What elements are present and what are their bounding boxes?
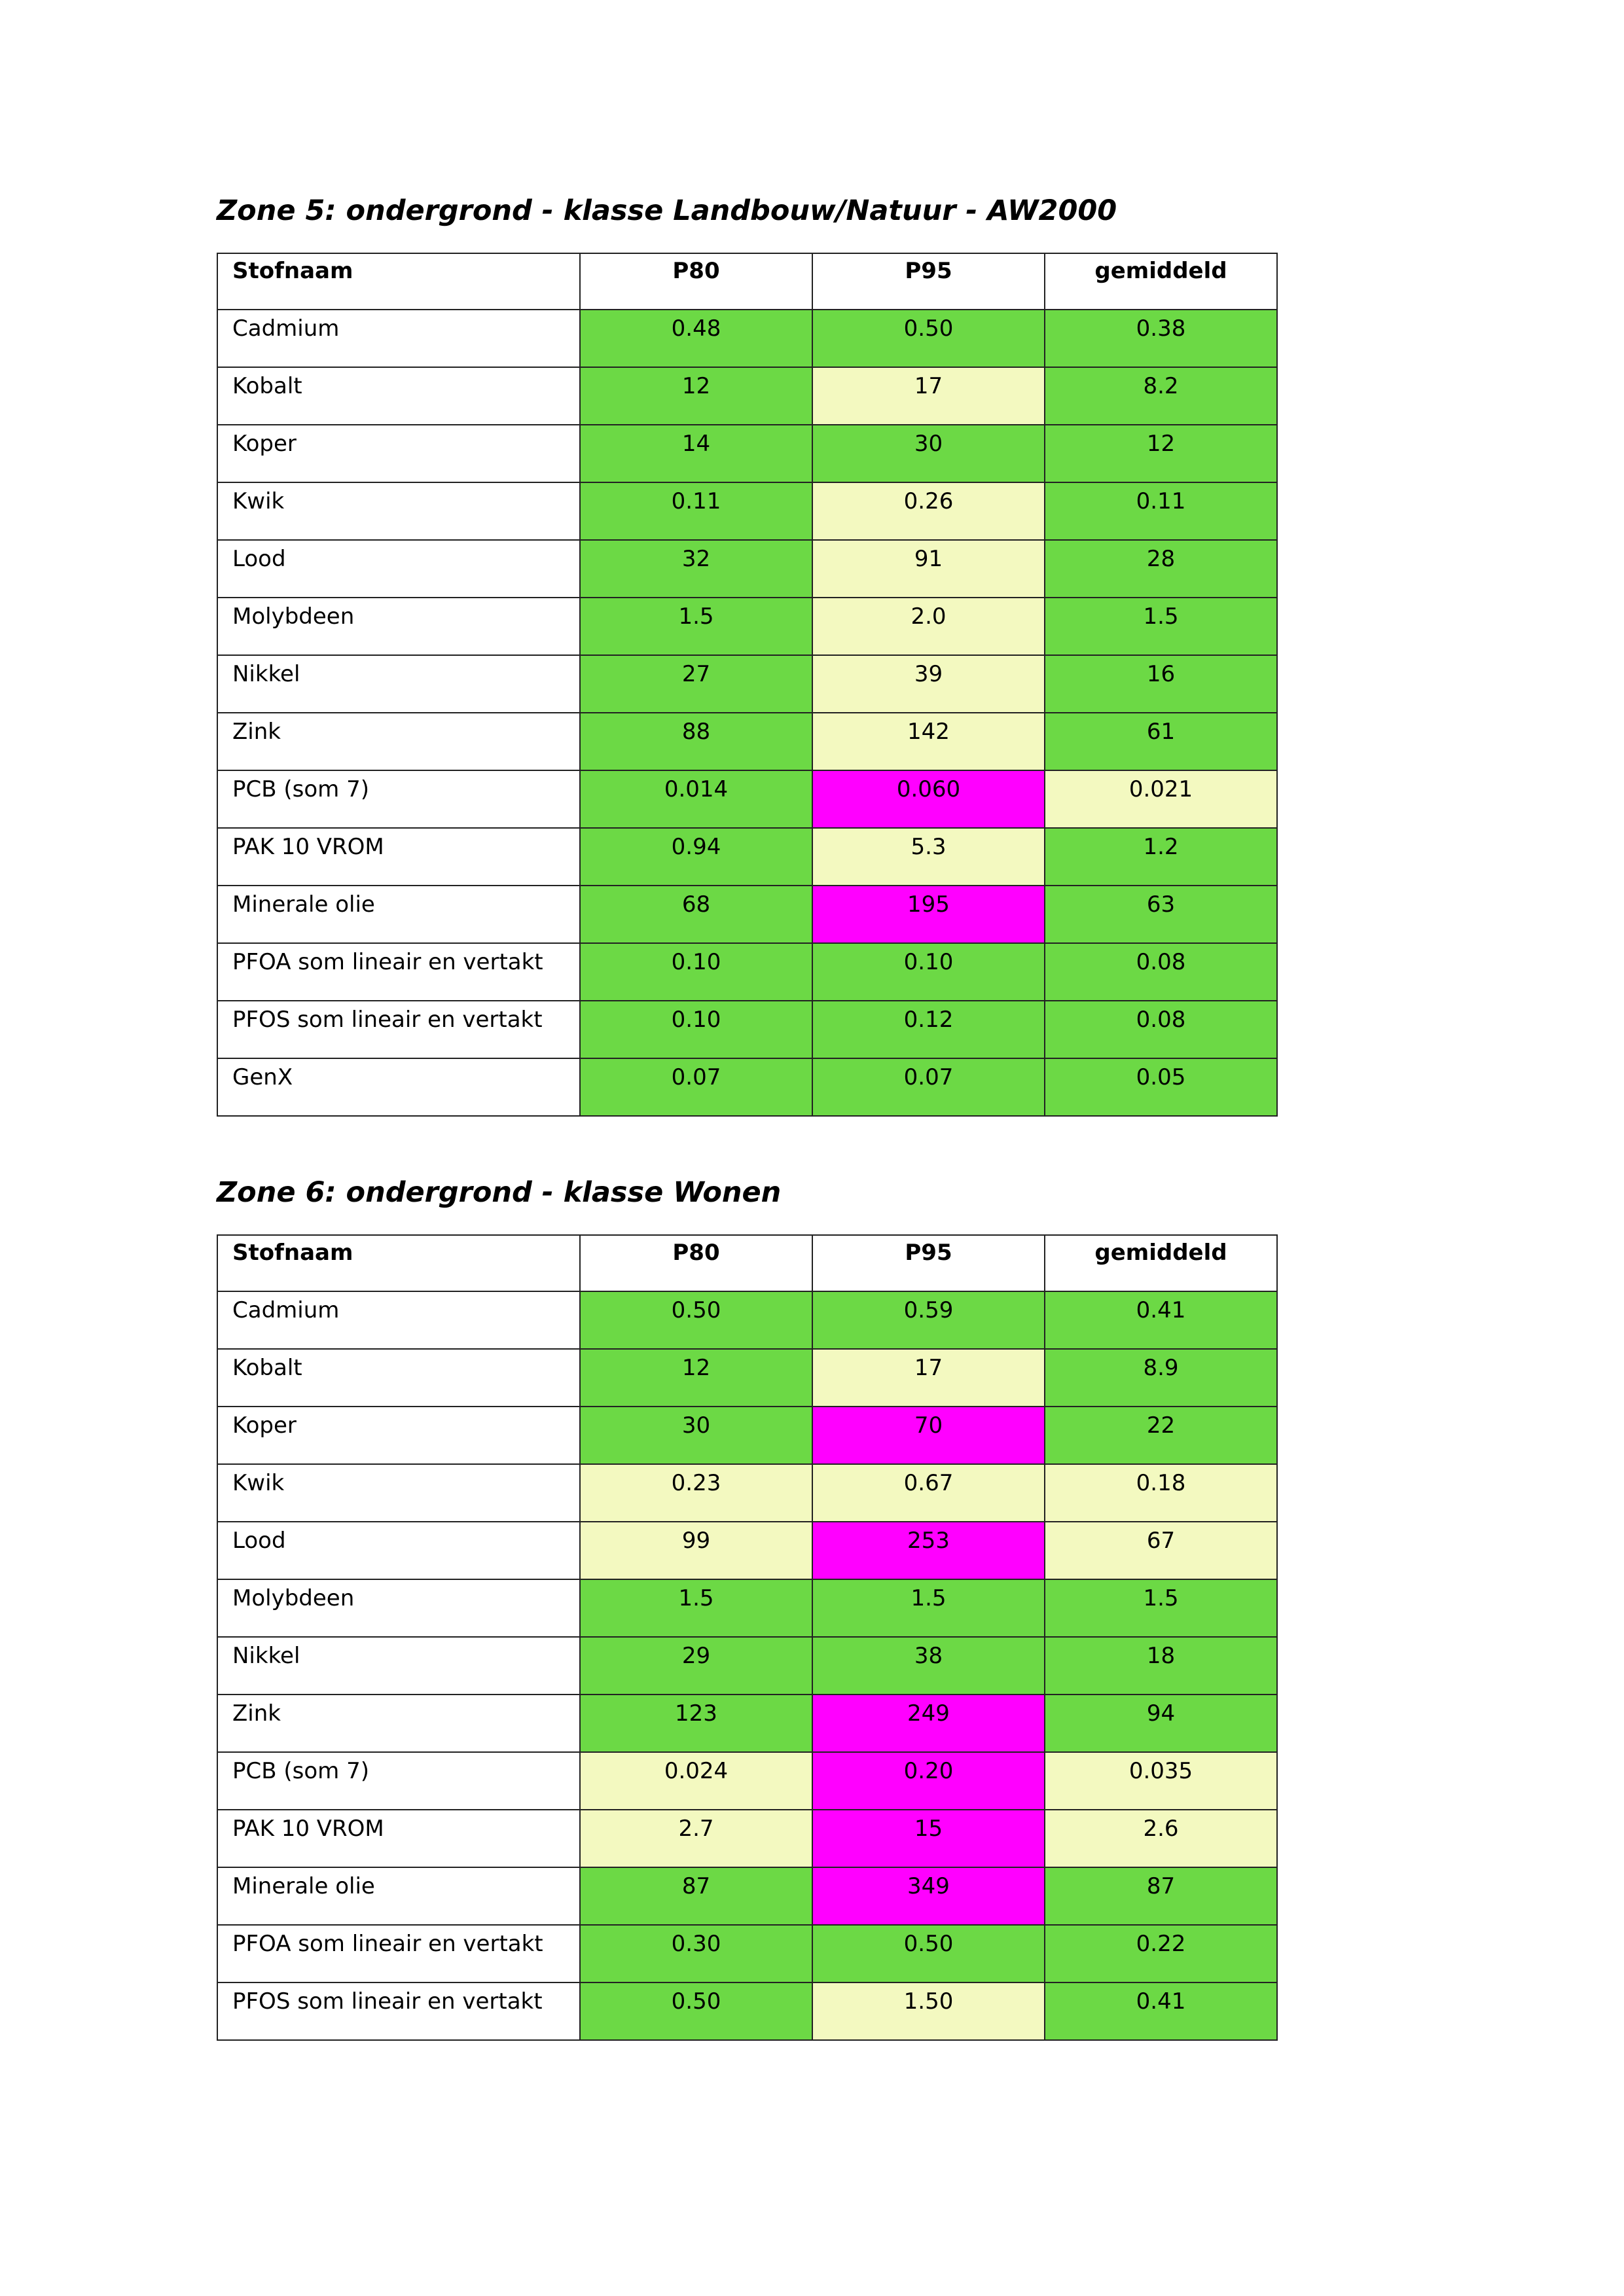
cell-stofnaam: PFOS som lineair en vertakt xyxy=(217,1001,580,1058)
cell-stofnaam: Koper xyxy=(217,1407,580,1464)
table-row xyxy=(217,1695,1277,1752)
cell-stofnaam: PCB (som 7) xyxy=(217,1752,580,1810)
table-row xyxy=(217,310,1277,367)
cell-stofnaam: Cadmium xyxy=(217,310,580,367)
cell-stofnaam: Koper xyxy=(217,425,580,482)
cell-p95: 0.59 xyxy=(812,1291,1045,1349)
cell-gemiddeld: 18 xyxy=(1045,1637,1277,1695)
cell-stofnaam: Minerale olie xyxy=(217,886,580,943)
cell-p80: 12 xyxy=(580,1349,812,1407)
table-row xyxy=(217,1464,1277,1522)
zone6-table xyxy=(217,1234,1278,2041)
cell-stofnaam: Kobalt xyxy=(217,1349,580,1407)
cell-p80: 0.23 xyxy=(580,1464,812,1522)
cell-p80: 0.11 xyxy=(580,482,812,540)
cell-gemiddeld: 63 xyxy=(1045,886,1277,943)
cell-stofnaam: GenX xyxy=(217,1058,580,1116)
cell-p80: 68 xyxy=(580,886,812,943)
table-row xyxy=(217,713,1277,770)
cell-gemiddeld: 0.05 xyxy=(1045,1058,1277,1116)
header-stofnaam: Stofnaam xyxy=(217,253,580,310)
table-row xyxy=(217,1925,1277,1982)
cell-p80: 88 xyxy=(580,713,812,770)
cell-p95: 30 xyxy=(812,425,1045,482)
cell-p80: 30 xyxy=(580,1407,812,1464)
cell-gemiddeld: 1.5 xyxy=(1045,598,1277,655)
cell-gemiddeld: 22 xyxy=(1045,1407,1277,1464)
header-gemiddeld: gemiddeld xyxy=(1045,1235,1277,1291)
cell-gemiddeld: 16 xyxy=(1045,655,1277,713)
cell-p95: 0.26 xyxy=(812,482,1045,540)
cell-p80: 29 xyxy=(580,1637,812,1695)
cell-p80: 2.7 xyxy=(580,1810,812,1867)
table-header-row xyxy=(217,1235,1277,1291)
cell-stofnaam: Lood xyxy=(217,540,580,598)
cell-gemiddeld: 0.22 xyxy=(1045,1925,1277,1982)
cell-p95: 0.060 xyxy=(812,770,1045,828)
cell-p95: 91 xyxy=(812,540,1045,598)
cell-p95: 38 xyxy=(812,1637,1045,1695)
cell-p95: 0.20 xyxy=(812,1752,1045,1810)
table-row xyxy=(217,1867,1277,1925)
cell-p95: 195 xyxy=(812,886,1045,943)
zone5-body xyxy=(217,310,1277,1116)
cell-stofnaam: Nikkel xyxy=(217,1637,580,1695)
zone6-section xyxy=(217,1173,1264,2015)
zone6-title: Zone 6: ondergrond - klasse Wonen xyxy=(217,1176,782,1209)
cell-p80: 0.10 xyxy=(580,943,812,1001)
cell-gemiddeld: 1.2 xyxy=(1045,828,1277,886)
cell-stofnaam: Kwik xyxy=(217,1464,580,1522)
cell-stofnaam: Kobalt xyxy=(217,367,580,425)
table-row xyxy=(217,1810,1277,1867)
cell-stofnaam: PFOA som lineair en vertakt xyxy=(217,943,580,1001)
cell-gemiddeld: 0.18 xyxy=(1045,1464,1277,1522)
table-header-row xyxy=(217,253,1277,310)
cell-p80: 0.94 xyxy=(580,828,812,886)
cell-p80: 0.50 xyxy=(580,1291,812,1349)
cell-p95: 17 xyxy=(812,367,1045,425)
table-row xyxy=(217,1752,1277,1810)
cell-p80: 0.10 xyxy=(580,1001,812,1058)
cell-stofnaam: Minerale olie xyxy=(217,1867,580,1925)
cell-gemiddeld: 0.11 xyxy=(1045,482,1277,540)
header-p80: P80 xyxy=(580,253,812,310)
cell-p80: 0.50 xyxy=(580,1982,812,2040)
cell-p80: 0.024 xyxy=(580,1752,812,1810)
cell-p95: 70 xyxy=(812,1407,1045,1464)
cell-stofnaam: Cadmium xyxy=(217,1291,580,1349)
header-stofnaam: Stofnaam xyxy=(217,1235,580,1291)
table-row xyxy=(217,1058,1277,1116)
cell-stofnaam: Molybdeen xyxy=(217,598,580,655)
cell-p80: 14 xyxy=(580,425,812,482)
cell-gemiddeld: 12 xyxy=(1045,425,1277,482)
cell-gemiddeld: 8.9 xyxy=(1045,1349,1277,1407)
cell-gemiddeld: 61 xyxy=(1045,713,1277,770)
cell-p80: 0.07 xyxy=(580,1058,812,1116)
cell-p95: 1.50 xyxy=(812,1982,1045,2040)
table-row xyxy=(217,1982,1277,2040)
cell-p95: 0.50 xyxy=(812,1925,1045,1982)
cell-stofnaam: PCB (som 7) xyxy=(217,770,580,828)
cell-gemiddeld: 0.08 xyxy=(1045,943,1277,1001)
cell-p80: 1.5 xyxy=(580,1579,812,1637)
cell-gemiddeld: 0.38 xyxy=(1045,310,1277,367)
table-row xyxy=(217,482,1277,540)
table-row xyxy=(217,886,1277,943)
cell-p95: 0.67 xyxy=(812,1464,1045,1522)
table-row xyxy=(217,598,1277,655)
cell-p95: 2.0 xyxy=(812,598,1045,655)
table-row xyxy=(217,1349,1277,1407)
header-p80: P80 xyxy=(580,1235,812,1291)
cell-gemiddeld: 0.41 xyxy=(1045,1982,1277,2040)
cell-stofnaam: Zink xyxy=(217,1695,580,1752)
cell-p95: 39 xyxy=(812,655,1045,713)
cell-p95: 253 xyxy=(812,1522,1045,1579)
cell-stofnaam: PFOA som lineair en vertakt xyxy=(217,1925,580,1982)
cell-stofnaam: Molybdeen xyxy=(217,1579,580,1637)
cell-p80: 0.48 xyxy=(580,310,812,367)
cell-p95: 17 xyxy=(812,1349,1045,1407)
cell-gemiddeld: 94 xyxy=(1045,1695,1277,1752)
cell-stofnaam: Lood xyxy=(217,1522,580,1579)
cell-p95: 249 xyxy=(812,1695,1045,1752)
table-row xyxy=(217,367,1277,425)
cell-p95: 0.07 xyxy=(812,1058,1045,1116)
table-row xyxy=(217,1001,1277,1058)
table-row xyxy=(217,540,1277,598)
table-row xyxy=(217,425,1277,482)
cell-gemiddeld: 0.021 xyxy=(1045,770,1277,828)
table-row xyxy=(217,828,1277,886)
cell-p95: 349 xyxy=(812,1867,1045,1925)
table-row xyxy=(217,770,1277,828)
table-row xyxy=(217,1522,1277,1579)
header-gemiddeld: gemiddeld xyxy=(1045,253,1277,310)
cell-p80: 99 xyxy=(580,1522,812,1579)
cell-p80: 32 xyxy=(580,540,812,598)
table-row xyxy=(217,943,1277,1001)
cell-gemiddeld: 2.6 xyxy=(1045,1810,1277,1867)
cell-stofnaam: PAK 10 VROM xyxy=(217,1810,580,1867)
cell-p95: 1.5 xyxy=(812,1579,1045,1637)
table-row xyxy=(217,1291,1277,1349)
cell-p95: 5.3 xyxy=(812,828,1045,886)
zone5-table xyxy=(217,253,1278,1117)
zone5-title: Zone 5: ondergrond - klasse Landbouw/Natuur - AW2000 xyxy=(217,194,1117,227)
cell-gemiddeld: 0.41 xyxy=(1045,1291,1277,1349)
table-row xyxy=(217,655,1277,713)
cell-gemiddeld: 0.035 xyxy=(1045,1752,1277,1810)
cell-p80: 12 xyxy=(580,367,812,425)
cell-stofnaam: PAK 10 VROM xyxy=(217,828,580,886)
zone6-body xyxy=(217,1291,1277,2040)
cell-gemiddeld: 67 xyxy=(1045,1522,1277,1579)
cell-gemiddeld: 1.5 xyxy=(1045,1579,1277,1637)
cell-p80: 0.30 xyxy=(580,1925,812,1982)
cell-p95: 0.12 xyxy=(812,1001,1045,1058)
cell-stofnaam: Zink xyxy=(217,713,580,770)
cell-p95: 15 xyxy=(812,1810,1045,1867)
cell-p80: 1.5 xyxy=(580,598,812,655)
cell-gemiddeld: 0.08 xyxy=(1045,1001,1277,1058)
cell-p95: 0.50 xyxy=(812,310,1045,367)
cell-p80: 123 xyxy=(580,1695,812,1752)
header-p95: P95 xyxy=(812,253,1045,310)
cell-stofnaam: Kwik xyxy=(217,482,580,540)
table-row xyxy=(217,1579,1277,1637)
cell-p80: 27 xyxy=(580,655,812,713)
cell-stofnaam: Nikkel xyxy=(217,655,580,713)
cell-p80: 87 xyxy=(580,1867,812,1925)
header-p95: P95 xyxy=(812,1235,1045,1291)
cell-stofnaam: PFOS som lineair en vertakt xyxy=(217,1982,580,2040)
table-row xyxy=(217,1407,1277,1464)
cell-p95: 142 xyxy=(812,713,1045,770)
cell-gemiddeld: 8.2 xyxy=(1045,367,1277,425)
zone5-section xyxy=(217,191,1264,1090)
cell-p80: 0.014 xyxy=(580,770,812,828)
cell-p95: 0.10 xyxy=(812,943,1045,1001)
cell-gemiddeld: 28 xyxy=(1045,540,1277,598)
table-row xyxy=(217,1637,1277,1695)
cell-gemiddeld: 87 xyxy=(1045,1867,1277,1925)
